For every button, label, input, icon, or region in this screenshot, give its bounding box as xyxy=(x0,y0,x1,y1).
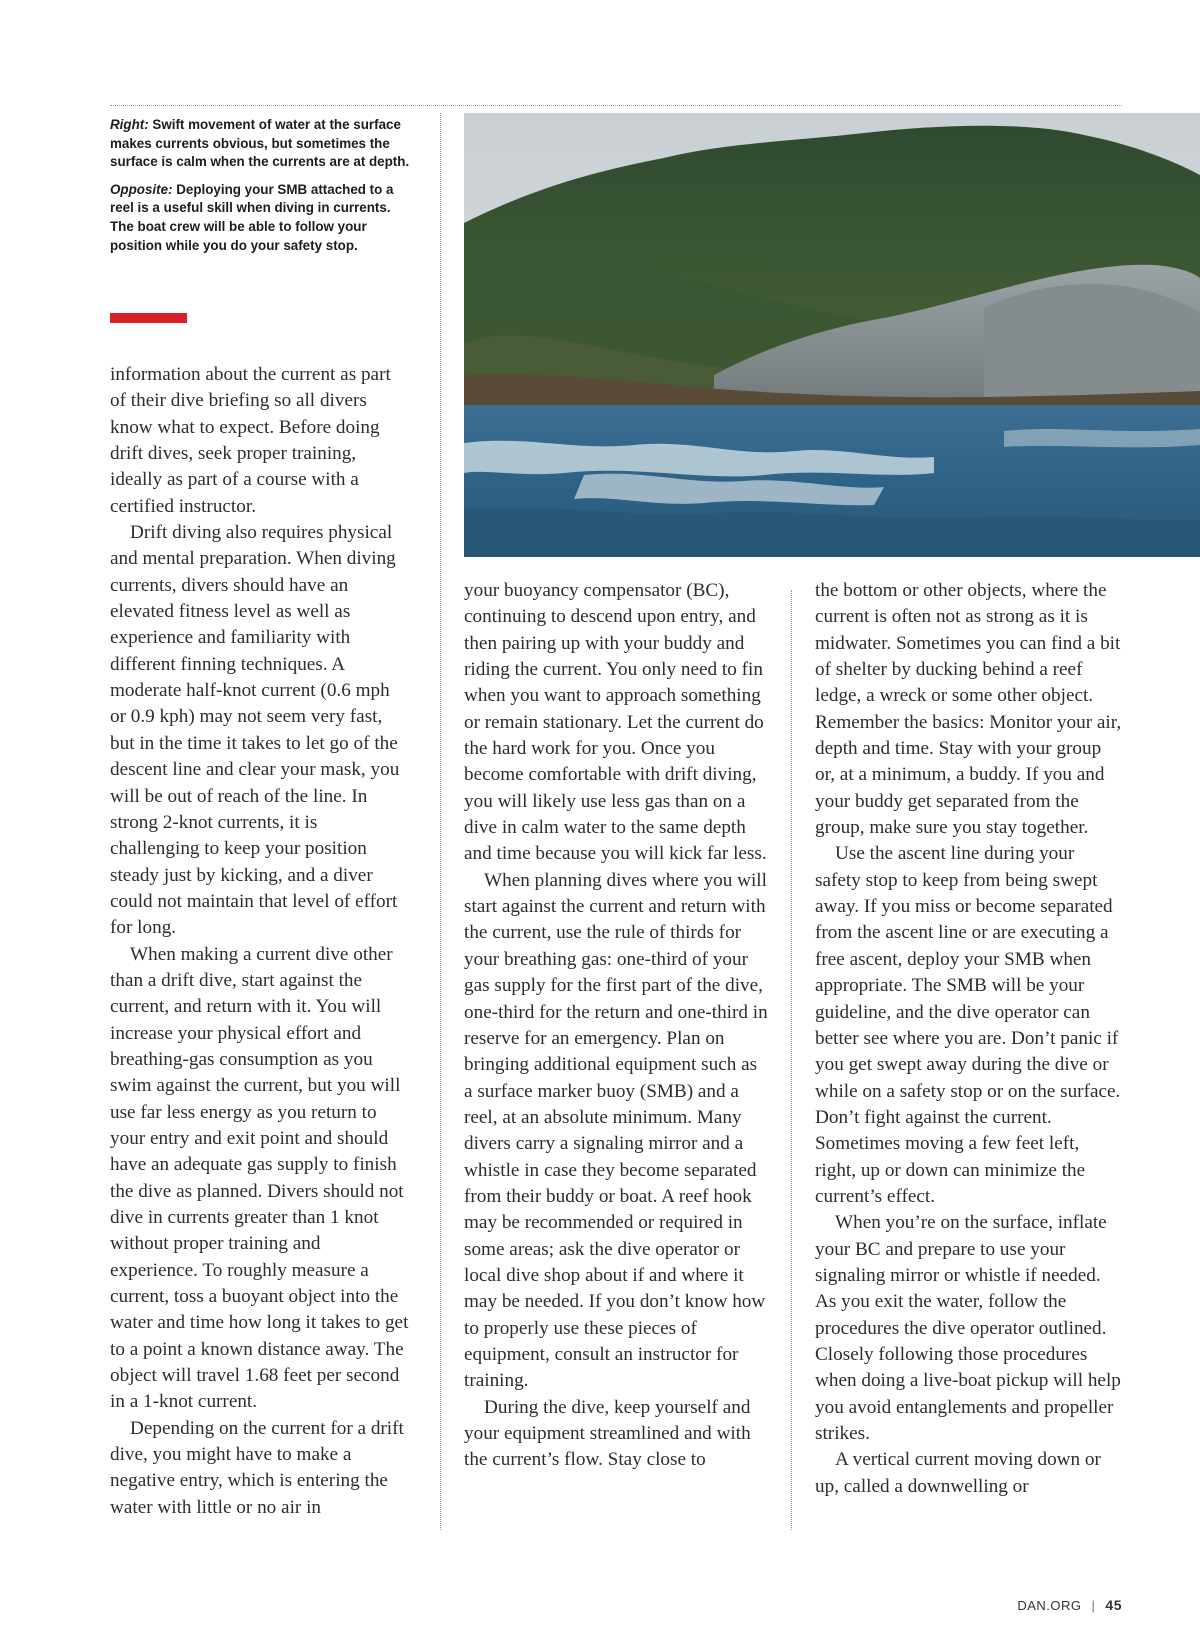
caption-right xyxy=(110,116,410,172)
coastline-illustration xyxy=(464,113,1200,557)
page-footer xyxy=(1017,1597,1122,1613)
caption-right-text: Swift movement of water at the surface makes currents obvious, but sometimes the surface is calm when the currents are at depth. xyxy=(110,117,410,170)
footer-separator: | xyxy=(1091,1598,1096,1613)
column-divider-right xyxy=(791,590,792,1530)
column-divider-left xyxy=(440,113,441,1530)
paragraph: Drift diving also requires physical and mental preparation. When diving currents, divers should have an elevated fitness level as well as experience and familiarity with different finning techniques. A moderate half-knot current (0.6 mph or 0.9 kph) may not seem very fast, but in the time it takes to let go of the descent line and clear your mask, you will be out of reach of the line. In strong 2-knot currents, it is challenging to keep your position steady just by kicking, and a diver could not maintain that level of effort for long. xyxy=(110,522,400,939)
paragraph: your buoyancy compensator (BC), continuing to descend upon entry, and then pairing up with your buddy and riding the current. You only need to fin when you want to approach something or remain stationary. Let the current do the hard work for you. Once you become comfortable with drift diving, you will likely use less gas than on a dive in calm water to the same depth and time because you will kick far less. xyxy=(464,580,767,865)
footer-site: DAN.ORG xyxy=(1017,1598,1082,1613)
article-column-1 xyxy=(110,362,410,1521)
paragraph: the bottom or other objects, where the current is often not as strong as it is midwater. Sometimes you can find a bit of shelter by ducking behind a reef ledge, a wreck or some other object. Remember the basics: Monitor your air, depth and time. Stay with your group or, at a minimum, a buddy. If you and your buddy get separated from the group, make sure you stay together. xyxy=(815,580,1122,839)
paragraph: A vertical current moving down or up, called a downwelling or xyxy=(815,1449,1101,1497)
paragraph: When you’re on the surface, inflate your BC and prepare to use your signaling mirror or whistle if needed. As you exit the water, follow the procedures the dive operator outlined. Closely following those procedures when doing a live-boat pickup will help you avoid entanglements and propeller strikes. xyxy=(815,1212,1121,1444)
top-divider xyxy=(110,105,1122,106)
paragraph: During the dive, keep yourself and your equipment streamlined and with the current’s flow. Stay close to xyxy=(464,1396,751,1471)
paragraph: information about the current as part of their dive briefing so all divers know what to expect. Before doing drift dives, seek proper training, ideally as part of a course with a certified instructor. xyxy=(110,364,391,517)
photo-captions xyxy=(110,116,410,264)
paragraph: Use the ascent line during your safety stop to keep from being swept away. If you miss or become separated from the ascent line or are executing a free ascent, deploy your SMB when appropriate. The SMB will be your guideline, and the dive operator can better see where you are. Don’t panic if you get swept away during the dive or while on a safety stop or on the surface. Don’t fight against the current. Sometimes moving a few feet left, right, up or down can minimize the current’s effect. xyxy=(815,843,1121,1207)
accent-bar xyxy=(110,313,187,323)
caption-opposite xyxy=(110,181,410,255)
coastline-photo xyxy=(464,113,1200,557)
paragraph: When planning dives where you will start against the current and return with the current, use the rule of thirds for your breathing gas: one-third of your gas supply for the first part of the dive, one-third for the return and one-third in reserve for an emergency. Plan on bringing additional equipment such as a surface marker buoy (SMB) and a reel, at an absolute minimum. Many divers carry a signaling mirror and a whistle in case they become separated from their buddy or boat. A reef hook may be recommended or required in some areas; ask the dive operator or local dive shop about if and where it may be needed. If you don’t know how to properly use these pieces of equipment, consult an instructor for training. xyxy=(464,869,768,1392)
caption-right-label: Right: xyxy=(110,117,149,132)
page-number: 45 xyxy=(1105,1597,1122,1613)
caption-opposite-label: Opposite: xyxy=(110,181,173,197)
article-column-2 xyxy=(464,578,768,1474)
paragraph: Depending on the current for a drift dive, you might have to make a negative entry, which is entering the water with little or no air in xyxy=(110,1417,404,1518)
article-column-3 xyxy=(815,578,1123,1500)
caption-opposite-text: Deploying your SMB attached to a reel is a useful skill when diving in currents. The boat crew will be able to follow your position while you do your safety stop. xyxy=(110,181,394,253)
paragraph: When making a current dive other than a drift dive, start against the current, and return with it. You will increase your physical effort and breathing-gas consumption as you swim against the current, but you will use far less energy as you return to your entry and exit point and should have an adequate gas supply to finish the dive as planned. Divers should not dive in currents greater than 1 knot without proper training and experience. To roughly measure a current, toss a buoyant object into the water and time how long it takes to get to a point a known distance away. The object will travel 1.68 feet per second in a 1-knot current. xyxy=(110,943,409,1413)
